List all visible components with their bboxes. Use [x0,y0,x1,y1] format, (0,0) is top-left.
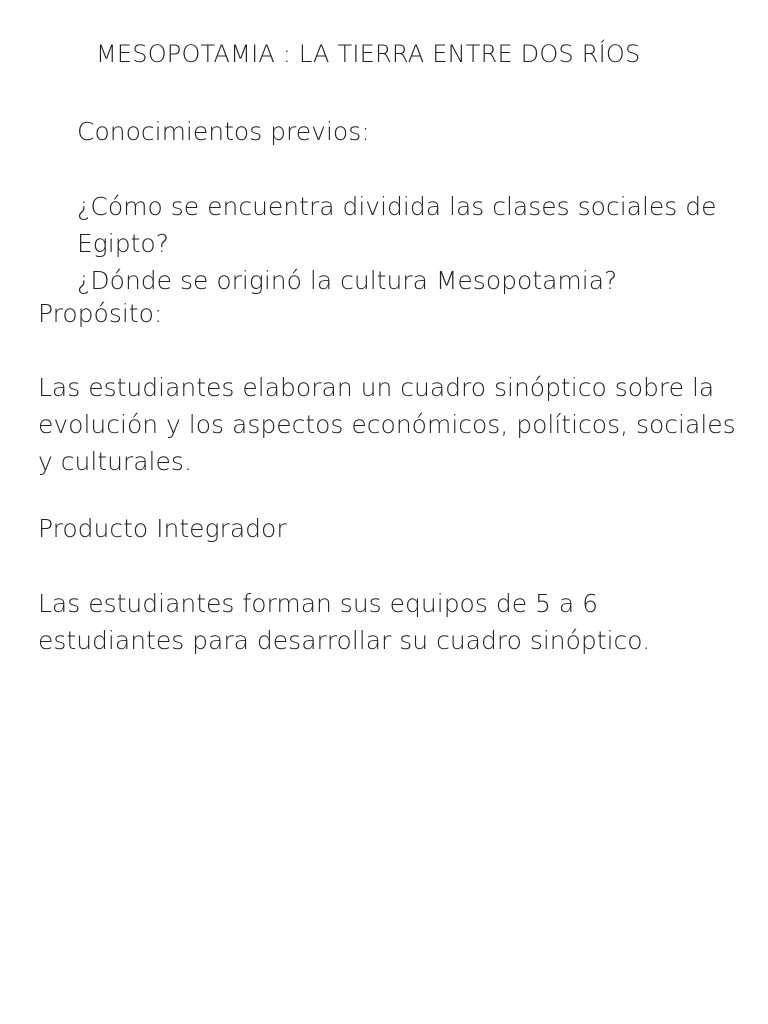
prior-knowledge-question-1: ¿Cómo se encuentra dividida las clases sociales de Egipto? [77,192,717,258]
page-title: MESOPOTAMIA : LA TIERRA ENTRE DOS RÍOS [96,40,641,68]
product-text: Las estudiantes forman sus equipos de 5 a 6 estudiantes para desarrollar su cuadro sinóptico. [38,589,651,655]
product-heading: Producto Integrador [38,514,287,543]
prior-knowledge-question-2: ¿Dónde se originó la cultura Mesopotamia? [77,266,618,295]
purpose-text: Las estudiantes elaboran un cuadro sinóptico sobre la evolución y los aspectos económicos, políticos, sociales y culturales. [38,373,736,476]
prior-knowledge-heading: Conocimientos previos: [77,117,370,146]
purpose-heading: Propósito: [38,299,163,328]
